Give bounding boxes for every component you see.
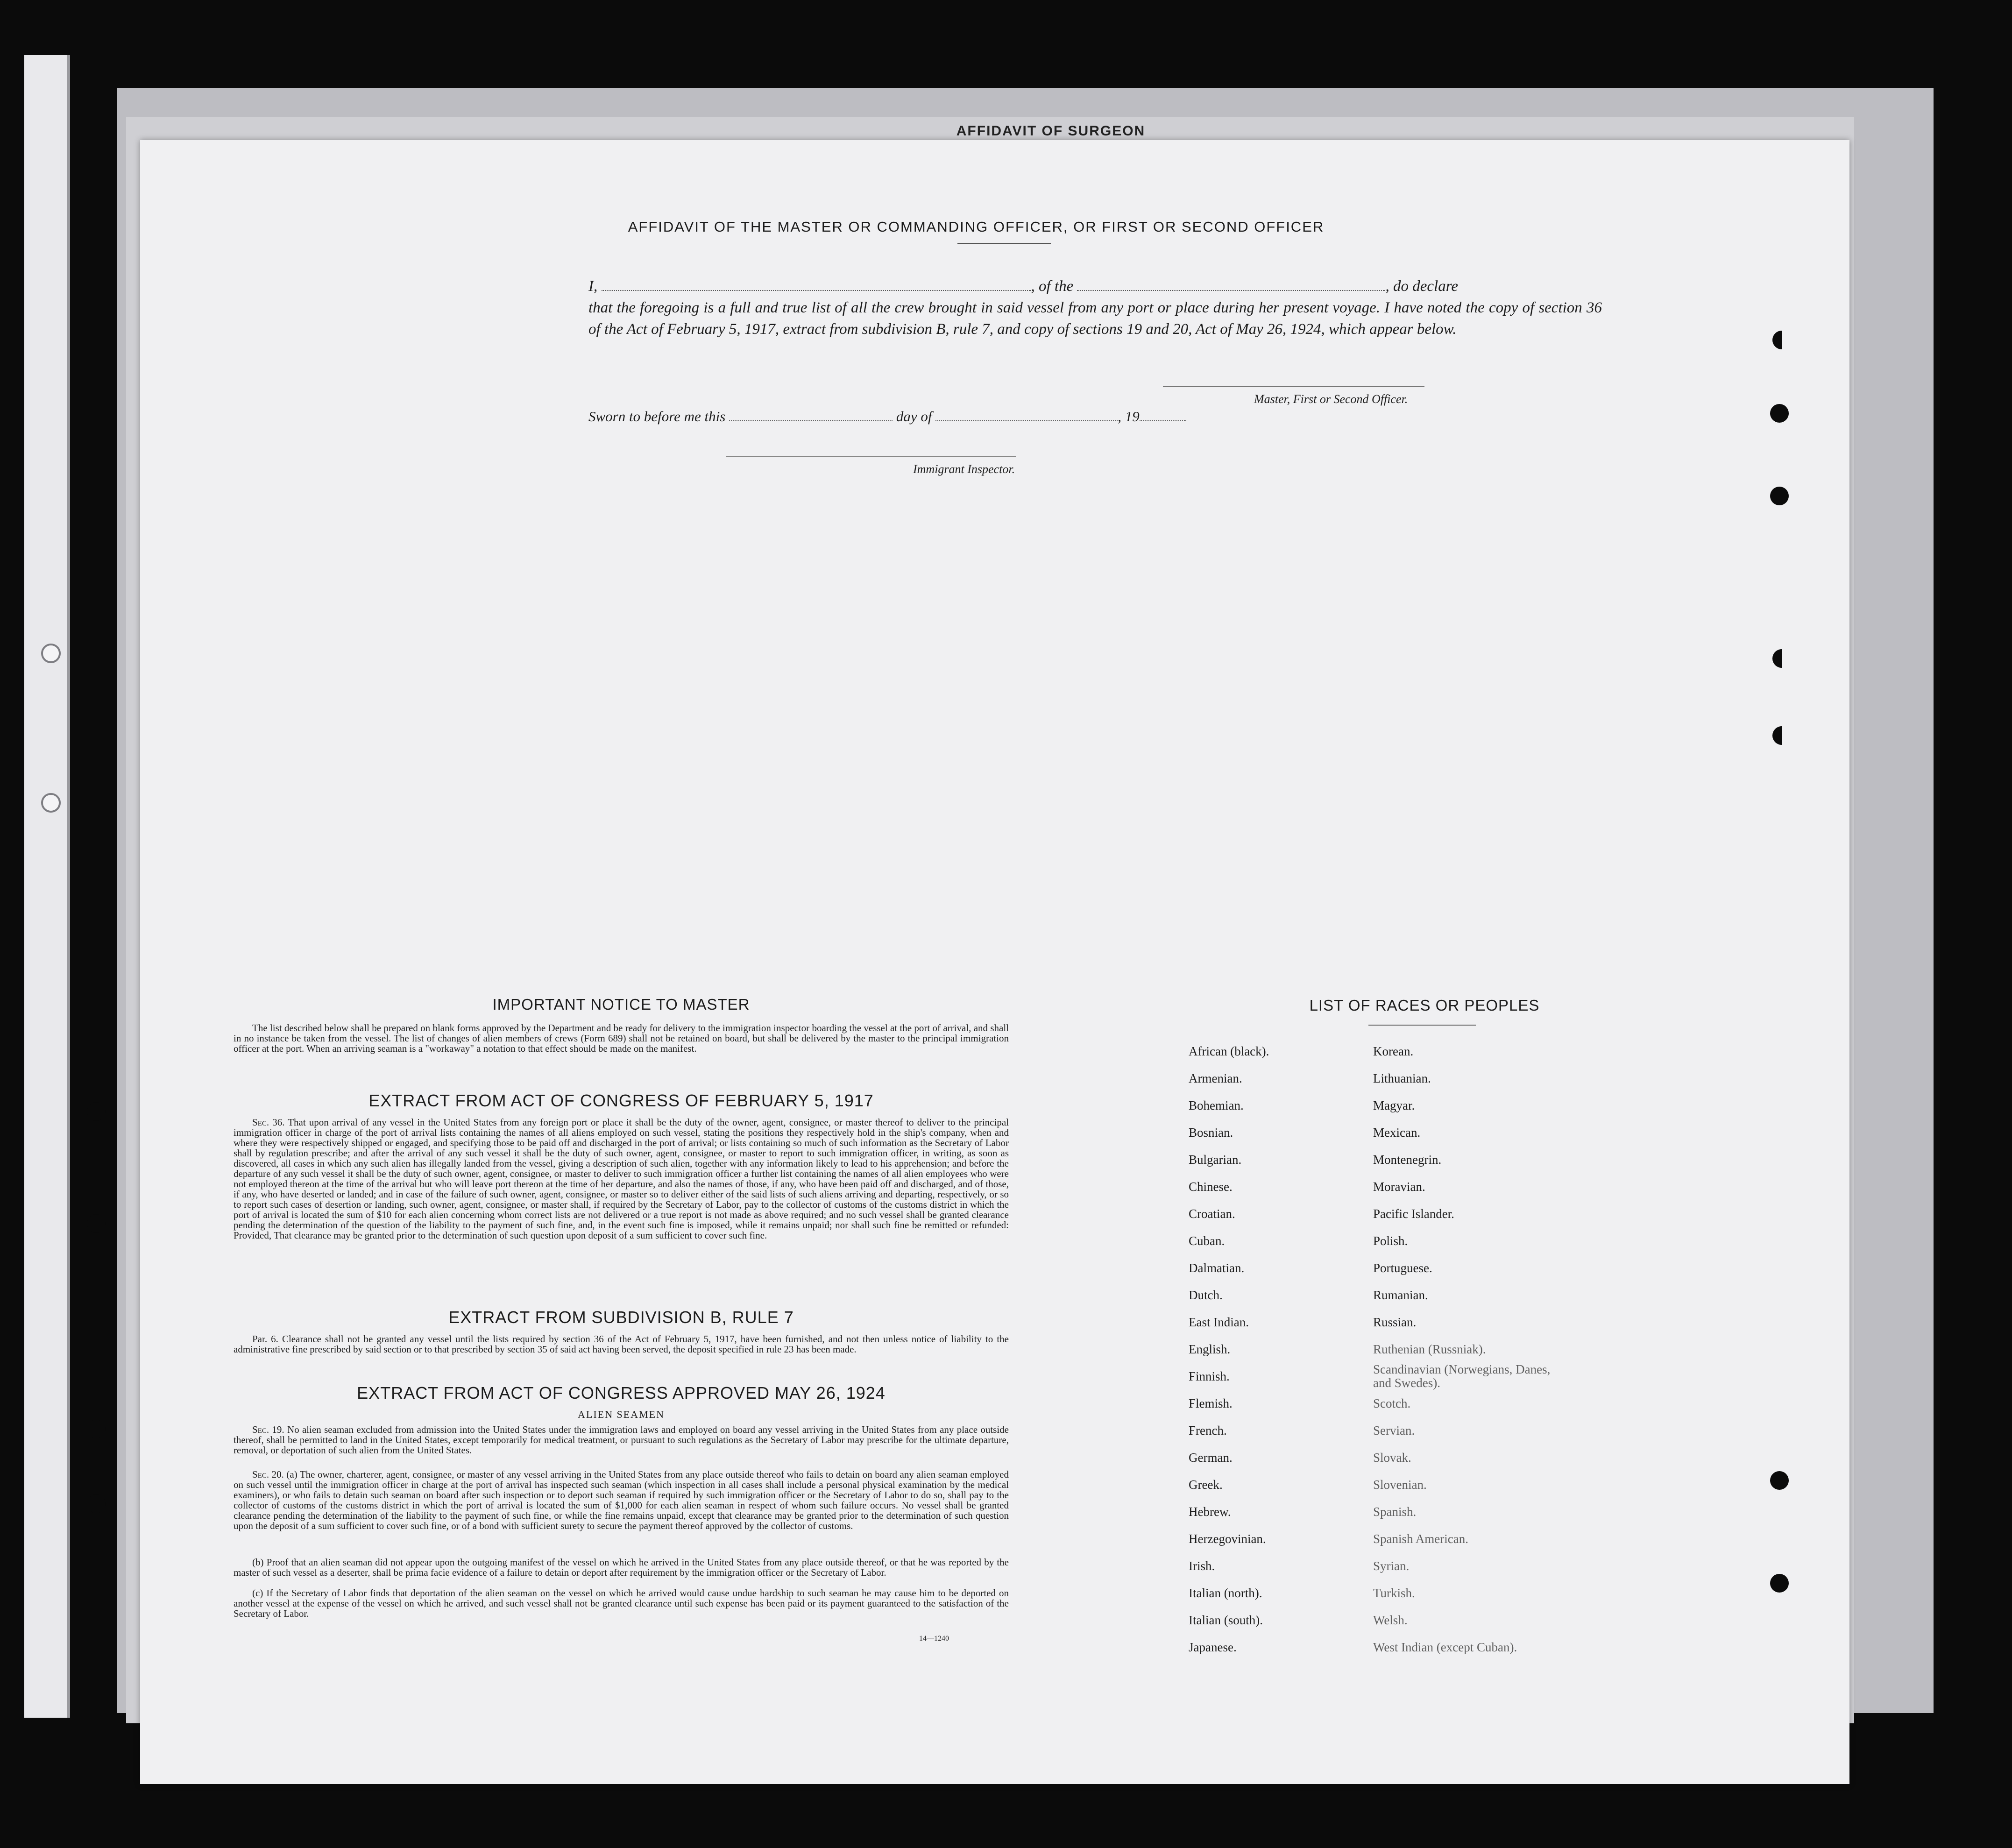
race-item: Russian. <box>1373 1315 1417 1329</box>
race-item: Polish. <box>1373 1234 1408 1248</box>
race-item: Bulgarian. <box>1189 1153 1242 1167</box>
race-item: East Indian. <box>1189 1315 1249 1329</box>
race-item: Magyar. <box>1373 1098 1415 1112</box>
race-item: Japanese. <box>1189 1640 1237 1654</box>
punch-hole <box>1772 331 1791 349</box>
sec-19-body: No alien seaman excluded from admission into the United States under the immigration laws and employed on board any vessel arriving in the United States from any place outside thereof, shall be permitted to land in the United States, except temporarily for medical treatment, or pursuant to such regulations as the Secretary of Labor may prescribe for the ultimate departure, removal, or deportation of such alien from the United States. <box>234 1424 1009 1456</box>
inspector-label: Immigrant Inspector. <box>913 462 1015 476</box>
race-item: Korean. <box>1373 1044 1414 1058</box>
race-item: Slovak. <box>1373 1451 1411 1465</box>
race-item: Rumanian. <box>1373 1288 1428 1302</box>
race-item: French. <box>1189 1423 1227 1437</box>
form-number: 14—1240 <box>919 1635 949 1643</box>
sec-19-text <box>234 1424 1009 1455</box>
race-item: Dalmatian. <box>1189 1261 1245 1275</box>
master-signature-label: Master, First or Second Officer. <box>1254 392 1408 406</box>
race-item: Italian (north). <box>1189 1586 1262 1600</box>
day-of-label: day of <box>896 408 932 425</box>
sec-19-label: Sec. 19. <box>252 1424 284 1435</box>
punch-hole <box>1770 1574 1789 1593</box>
par-6-body: Clearance shall not be granted any vessel until the lists required by section 36 of the Act of February 5, 1917, have been furnished, and not then unless notice of liability to the administrative fine prescribed by said section or to that prescribed by section 35 of said act having been served, the deposit specified in rule 23 has been made. <box>234 1333 1009 1355</box>
race-item: Syrian. <box>1373 1559 1410 1573</box>
of-the-label: , of the <box>1031 278 1074 295</box>
race-item: Hebrew. <box>1189 1505 1231 1519</box>
race-item: Irish. <box>1189 1559 1215 1573</box>
race-item: Mexican. <box>1373 1126 1421 1140</box>
race-item: Croatian. <box>1189 1207 1235 1221</box>
document-page <box>140 140 1849 1784</box>
race-item: Welsh. <box>1373 1613 1408 1627</box>
punch-hole <box>1772 726 1791 745</box>
race-item: West Indian (except Cuban). <box>1373 1640 1517 1654</box>
punch-hole <box>87 1214 106 1233</box>
race-item: Montenegrin. <box>1373 1153 1442 1167</box>
race-item: Scotch. <box>1373 1396 1411 1410</box>
punch-hole <box>87 1102 106 1121</box>
extract-1917-text <box>234 1117 1009 1240</box>
race-item: Ruthenian (Russniak). <box>1373 1342 1486 1356</box>
race-item: Portuguese. <box>1373 1261 1432 1275</box>
punch-hole <box>1770 1471 1789 1490</box>
inspector-signature-line[interactable] <box>726 456 1016 457</box>
binder-hole <box>41 644 61 663</box>
sworn-year-blank[interactable] <box>1140 408 1186 421</box>
binder-strip <box>24 55 70 1718</box>
binder-hole <box>41 793 61 813</box>
race-item: Turkish. <box>1373 1586 1415 1600</box>
race-item: Finnish. <box>1189 1369 1230 1383</box>
race-item: Scandinavian (Norwegians, Danes, and Swedes). <box>1373 1362 1551 1390</box>
par-6-label: Par. 6. <box>252 1333 278 1345</box>
sworn-line <box>588 408 1186 425</box>
sworn-prefix: Sworn to before me this <box>588 408 726 425</box>
race-item: Flemish. <box>1189 1396 1233 1410</box>
sec-20-label: Sec. 20. <box>252 1469 284 1480</box>
sec-36-body: That upon arrival of any vessel in the United States from any foreign port or place it shall be the duty of the owner, agent, consignee, or master thereof to deliver to the principal immigration officer in charge of the port of arrival lists containing the names of all aliens employed on such vessel, stating the positions they respectively hold in the ship's company, when and where they were respectively shipped or engaged, and specifying those to be paid off and discharged in the port of arrival; or lists containing so much of such information as the Secretary of Labor shall by regulation prescribe; and after the arrival of any such vessel it shall be the duty of such owner, agent, consignee, or master to report to such immigration officer, in writing, as soon as discovered, all cases in which any such alien has illegally landed from the vessel, giving a description of such alien, together with any information likely to lead to his apprehension; and before the departure of any such vessel it shall be the duty of such owner, agent, consignee, or master to deliver to such immigration officer a further list containing the names of all alien employees who were not employed thereon at the time of the arrival but who will leave port thereon at the time of her departure, and also the names of those, if any, who have been paid off and discharged, and of those, if any, who have deserted or landed; and in case of the failure of such owner, agent, consignee, or master so to deliver either of the said lists of such aliens arriving and departing, respectively, or so to report such cases of desertion or landing, such owner, agent, consignee, or master shall, if required by the Secretary of Labor, pay to the collector of customs of the customs district in which the port of arrival is located the sum of $10 for each alien concerning whom correct lists are not delivered or a true report is not made as above required; and no such vessel shall be granted clearance pending the determination of the question of the liability to the payment of such fine, and, in the event such fine is imposed, while it remains unpaid; nor shall such fine be remitted or refunded: Provided, That clearance may be granted prior to the determination of such question upon deposit of a sum sufficient to cover such fine. <box>234 1117 1009 1241</box>
extract-rule7-text <box>234 1334 1009 1354</box>
master-signature-line[interactable] <box>1163 386 1424 387</box>
race-item: Chinese. <box>1189 1180 1233 1194</box>
sworn-day-blank[interactable] <box>729 408 893 421</box>
affidavit-declaration-line <box>588 276 1602 297</box>
race-item: Pacific Islander. <box>1373 1207 1454 1221</box>
vessel-blank[interactable] <box>1077 278 1385 291</box>
race-item: Greek. <box>1189 1478 1223 1492</box>
race-item: Moravian. <box>1373 1180 1425 1194</box>
race-item: Lithuanian. <box>1373 1071 1431 1085</box>
races-title: LIST OF RACES OR PEOPLES <box>1309 997 1540 1014</box>
race-item: African (black). <box>1189 1044 1269 1058</box>
notice-text: The list described below shall be prepared on blank forms approved by the Department and be ready for delivery to the immigration inspector boarding the vessel at the port of arrival, and shall in no instance be taken from the vessel. The list of changes of alien members of crews (Form 689) shall not be retained on board, but shall be delivered by the master to the principal immigration officer at the port. When an arriving seaman is a "workaway" a notation to that effect should be made on the manifest. <box>234 1022 1009 1054</box>
punch-hole <box>1770 404 1789 423</box>
sec-36-label: Sec. 36. <box>252 1117 285 1128</box>
extract-1924-title: EXTRACT FROM ACT OF CONGRESS APPROVED MAY 26, 1924 <box>357 1383 886 1402</box>
punch-hole <box>87 1420 106 1438</box>
name-blank[interactable] <box>602 278 1031 291</box>
sec-20a-text <box>234 1469 1009 1531</box>
race-item: Dutch. <box>1189 1288 1223 1302</box>
race-item: German. <box>1189 1451 1233 1465</box>
year-prefix: , 19 <box>1118 408 1140 425</box>
race-item: Bosnian. <box>1189 1126 1233 1140</box>
race-item: Servian. <box>1373 1423 1415 1437</box>
race-item: Spanish. <box>1373 1505 1417 1519</box>
sec-20a-body: (a) The owner, charterer, agent, consignee, or master of any vessel arriving in the United States from any place outside thereof who fails to detain on board any alien seaman employed on such vessel until the immigration officer in charge at the port of arrival has inspected such seaman (which inspection in all cases shall include a personal physical examination by the medical examiners), or who fails to detain such seaman on board after such inspection or to deport such seaman if required by such immigration officer or the Secretary of Labor to do so, shall pay to the collector of customs of the customs district in which the port of arrival is located the sum of $1,000 for each alien seaman in respect of whom such failure occurs. No vessel shall be granted clearance pending the determination of the liability to the payment of such fine, or while the fine remains unpaid, except that clearance may be granted prior to the determination of such question upon the deposit of a sum sufficient to cover such fine, or of a bond with sufficient surety to secure the payment thereof approved by the collector of customs. <box>234 1469 1009 1531</box>
punch-hole <box>1772 649 1791 668</box>
alien-seamen-subtitle: ALIEN SEAMEN <box>578 1409 665 1420</box>
sec-20c-text: (c) If the Secretary of Labor finds that deportation of the alien seaman on the vessel on which he arrived would cause undue hardship to such seaman he may cause him to be deported on another vessel at the expense of the vessel on which he arrived, and such vessel shall not be granted clearance until such expense has been paid or its payment guaranteed to the satisfaction of the Secretary of Labor. <box>234 1587 1009 1619</box>
race-item: English. <box>1189 1342 1231 1356</box>
do-declare-label: , do declare <box>1385 278 1458 295</box>
races-title-rule <box>1368 1025 1476 1026</box>
extract-rule7-title: EXTRACT FROM SUBDIVISION B, RULE 7 <box>448 1308 794 1327</box>
underlying-sheet-header: AFFIDAVIT OF SURGEON <box>956 123 1146 139</box>
race-item: Cuban. <box>1189 1234 1225 1248</box>
extract-1917-title: EXTRACT FROM ACT OF CONGRESS OF FEBRUARY 5, 1917 <box>368 1091 874 1110</box>
races-right-column <box>1373 1038 1551 1661</box>
sworn-month-blank[interactable] <box>935 408 1118 421</box>
affidavit-title: AFFIDAVIT OF THE MASTER OR COMMANDING OFFICER, OR FIRST OR SECOND OFFICER <box>628 219 1325 235</box>
i-label: I, <box>588 278 598 295</box>
punch-hole <box>87 1494 106 1513</box>
notice-title: IMPORTANT NOTICE TO MASTER <box>492 996 750 1013</box>
race-item: Spanish American. <box>1373 1532 1468 1546</box>
race-item: Herzegovinian. <box>1189 1532 1266 1546</box>
punch-hole <box>1770 487 1789 505</box>
races-left-column <box>1189 1038 1269 1661</box>
race-item: Slovenian. <box>1373 1478 1427 1492</box>
race-item: Armenian. <box>1189 1071 1242 1085</box>
race-item: Bohemian. <box>1189 1098 1244 1112</box>
title-rule <box>957 243 1051 244</box>
affidavit-body: that the foregoing is a full and true list of all the crew brought in said vessel from any port or place during her present voyage. I have noted the copy of section 36 of the Act of February 5, 1917, extract from subdivision B, rule 7, and copy of sections 19 and 20, Act of May 26, 1924, which appear below. <box>588 299 1602 338</box>
race-item: Italian (south). <box>1189 1613 1263 1627</box>
sec-20b-text: (b) Proof that an alien seaman did not appear upon the outgoing manifest of the vessel on which he arrived in the United States from any place outside thereof, or that he was reported by the master of such vessel as a deserter, shall be prima facie evidence of a failure to detain or deport after requirement by the immigration officer or the Secretary of Labor. <box>234 1557 1009 1578</box>
